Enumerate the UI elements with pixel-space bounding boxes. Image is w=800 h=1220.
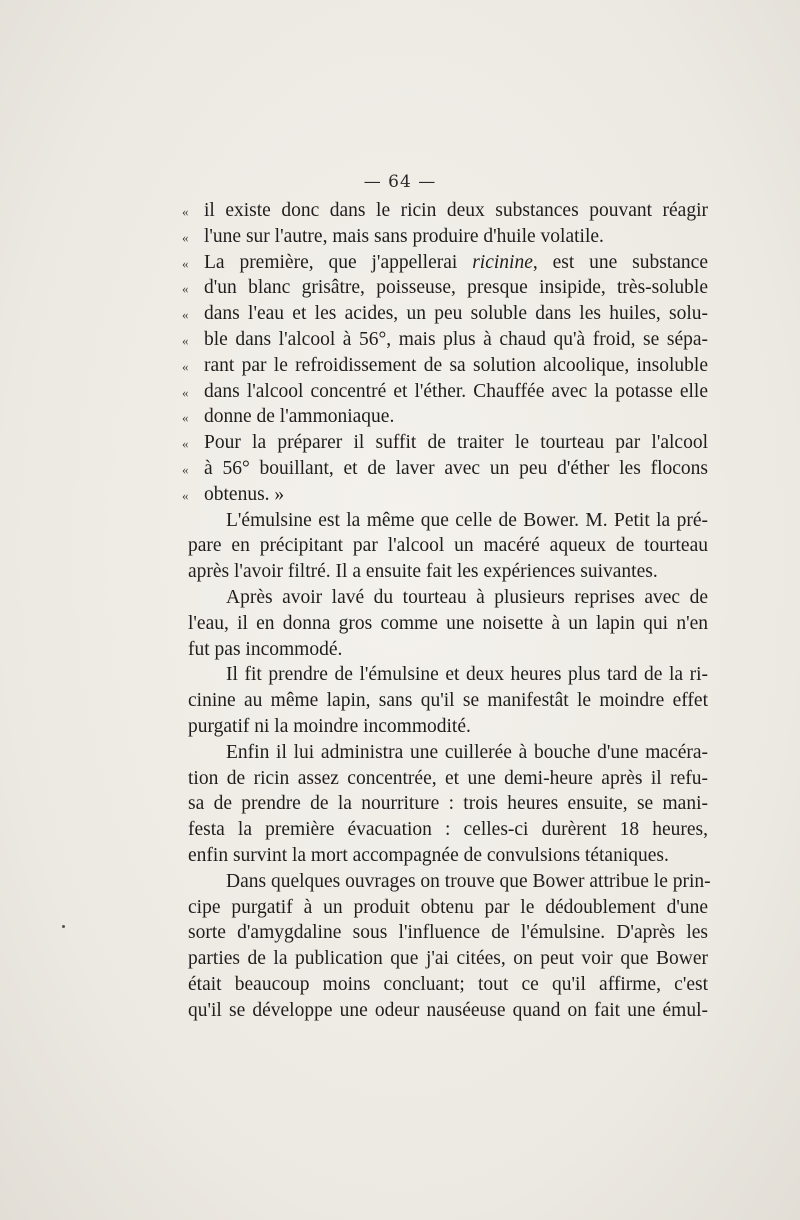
line-text: d'un blanc grisâtre, poisseuse, presque insipide, très-soluble [204,277,708,299]
line-text: l'une sur l'autre, mais sans produire d'huile volatile. [204,225,604,247]
line-text: Il fit prendre de l'émulsine et deux heures plus tard de la ri- [226,664,708,686]
text-line [182,353,708,379]
text-line [188,843,708,869]
text-line [182,224,708,250]
text-line [188,791,708,817]
line-text: dans l'eau et les acides, un peu soluble dans les huiles, solu- [204,303,708,325]
quote-mark: « [182,332,189,348]
text-line [188,611,708,637]
text-line [182,327,708,353]
line-text: Pour la préparer il suffit de traiter le tourteau par l'alcool [204,432,708,454]
text-line [188,766,708,792]
text-line [188,920,708,946]
text-line [188,998,708,1024]
line-text: L'émulsine est la même que celle de Bower. M. Petit la pré- [226,509,708,531]
text-line [188,817,708,843]
line-text: rant par le refroidissement de sa solution alcoolique, insoluble [204,354,708,376]
line-text: obtenus. » [204,483,285,505]
text-line [188,946,708,972]
line-text: , est une substance [532,251,708,273]
quote-mark: « [182,461,189,477]
line-text: sorte d'amygdaline sous l'influence de l'émulsine. D'après les [188,922,708,944]
line-text: sa de prendre de la nourriture : trois heures ensuite, se mani- [188,793,708,815]
line-text: pare en précipitant par l'alcool un macéré aqueux de tourteau [188,535,708,557]
line-text: cinine au même lapin, sans qu'il se manifestât le moindre effet [188,690,708,712]
line-text: Dans quelques ouvrages on trouve que Bower attribue le prin- [226,870,711,892]
quote-mark: « [182,307,189,323]
line-text: cipe purgatif à un produit obtenu par le dédoublement d'une [188,896,708,918]
line-text: à 56° bouillant, et de laver avec un peu d'éther les flocons [204,457,708,479]
body-text [182,198,711,1024]
stray-mark [62,925,65,928]
quote-mark: « [182,384,189,400]
line-text: dans l'alcool concentré et l'éther. Chauffée avec la potasse elle [204,380,708,402]
line-text: qu'il se développe une odeur nauséeuse quand on fait une émul- [188,999,708,1021]
line-text: festa la première évacuation : celles-ci durèrent 18 heures, [188,819,708,841]
line-text: La première, que j'appellerai [204,251,473,273]
line-text: Après avoir lavé du tourteau à plusieurs reprises avec de [226,586,708,608]
text-line [188,533,708,559]
text-line [182,379,708,405]
line-text: l'eau, il en donna gros comme une noisette à un lapin qui n'en [188,612,708,634]
text-line [188,714,708,740]
quote-mark: « [182,229,189,245]
line-text: fut pas incommodé. [188,638,343,660]
italic-term: ricinine [472,251,533,273]
text-line [188,740,708,766]
text-line [182,301,708,327]
line-text: ble dans l'alcool à 56°, mais plus à chaud qu'à froid, se sépa- [204,328,708,350]
text-line [188,662,708,688]
quote-mark: « [182,487,189,503]
text-line [188,688,708,714]
line-text: purgatif ni la moindre incommodité. [188,715,471,737]
line-text: Enfin il lui administra une cuillerée à bouche d'une macéra- [226,741,708,763]
text-line [188,972,708,998]
line-text: enfin survint la mort accompagnée de convulsions tétaniques. [188,844,669,866]
quote-mark: « [182,204,189,219]
quote-mark: « [182,255,189,271]
text-line [182,250,708,276]
line-text: après l'avoir filtré. Il a ensuite fait les expériences suivantes. [188,561,658,583]
text-line [182,482,708,508]
line-text: était beaucoup moins concluant; tout ce qu'il affirme, c'est [188,973,708,995]
quote-mark: « [182,436,189,452]
text-line [182,404,708,430]
line-text: il existe donc dans le ricin deux substances pouvant réagir [204,200,708,221]
text-line [188,895,708,921]
page-number: — 64 — [363,172,437,192]
text-line [188,585,708,611]
line-text: parties de la publication que j'ai citées, on peut voir que Bower [188,948,708,970]
text-line [188,869,711,895]
text-line [188,559,708,585]
text-line [182,198,708,224]
quote-mark: « [182,358,189,374]
text-line [182,275,708,301]
line-text: tion de ricin assez concentrée, et une demi-heure après il refu- [188,767,708,789]
line-text: donne de l'ammoniaque. [204,406,395,428]
text-line [188,637,708,663]
text-line [182,456,708,482]
text-line [188,508,708,534]
text-line [182,430,708,456]
quote-mark: « [182,410,189,426]
quote-mark: « [182,281,189,297]
